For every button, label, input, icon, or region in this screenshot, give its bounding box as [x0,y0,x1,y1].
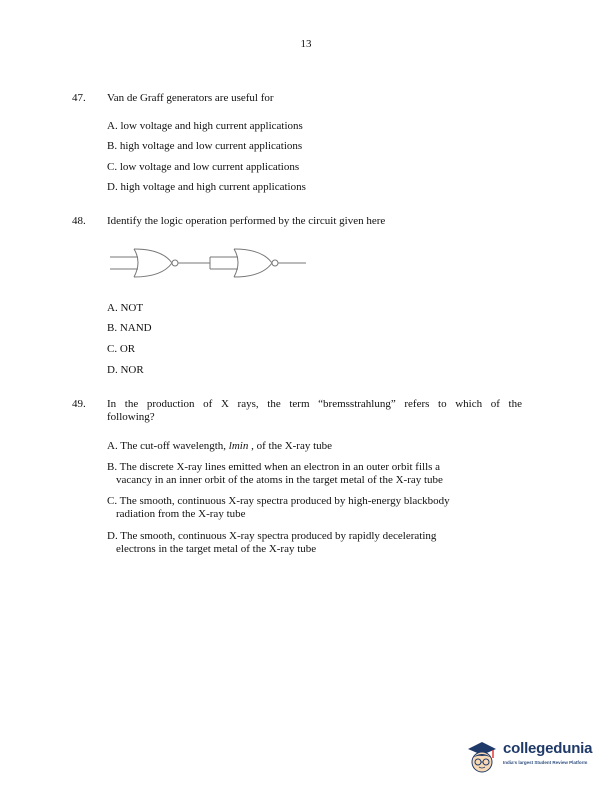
logo-tagline: India's largest Student Review Platform [503,760,588,765]
question-text: Identify the logic operation performed by the circuit given here [107,215,386,227]
option-a: A. NOT [107,302,144,314]
question-number: 47. [72,92,86,104]
option-a: A. low voltage and high current applications [107,120,303,132]
question-number: 49. [72,398,86,410]
option-d-line-2: electrons in the target metal of the X-ray tube [116,543,317,555]
option-b-line-2: vacancy in an inner orbit of the atoms in the target metal of the X-ray tube [116,474,443,486]
question-number: 48. [72,215,86,227]
option-a-prefix: A. The cut-off wavelength, [107,440,229,452]
page-number: 13 [300,38,312,50]
option-a-symbol: lmin [228,440,249,452]
option-c [107,495,527,521]
collegedunia-logo [462,738,602,778]
option-c: C. OR [107,343,136,355]
option-a-suffix: , of the X-ray tube [248,440,333,452]
student-mascot-icon [462,738,502,778]
option-c: C. low voltage and low current applications [107,161,300,173]
logic-circuit-diagram [100,240,310,292]
option-d: D. high voltage and high current applications [107,181,306,193]
question-text: Van de Graff generators are useful for [107,92,274,104]
option-b: B. high voltage and low current applications [107,140,303,152]
option-d-line-1: D. The smooth, continuous X-ray spectra produced by rapidly decelerating [107,530,437,542]
option-b [107,461,527,487]
option-b-line-1: B. The discrete X-ray lines emitted when an electron in an outer orbit fills a [107,461,441,473]
nor-gate-2 [234,249,306,277]
option-b: B. NAND [107,322,152,334]
option-d [107,530,527,556]
option-a [107,440,527,453]
question-text-line-2: following? [107,411,155,423]
option-c-line-2: radiation from the X-ray tube [116,508,246,520]
nor-gate-1 [110,249,178,277]
option-c-line-1: C. The smooth, continuous X-ray spectra produced by high-energy blackbody [107,495,450,507]
question-text-line-1: In the production of X rays, the term “bremsstrahlung” refers to which of the [107,398,522,410]
logo-name: collegedunia [503,740,593,757]
gate-connection [178,257,238,269]
option-d: D. NOR [107,364,144,376]
